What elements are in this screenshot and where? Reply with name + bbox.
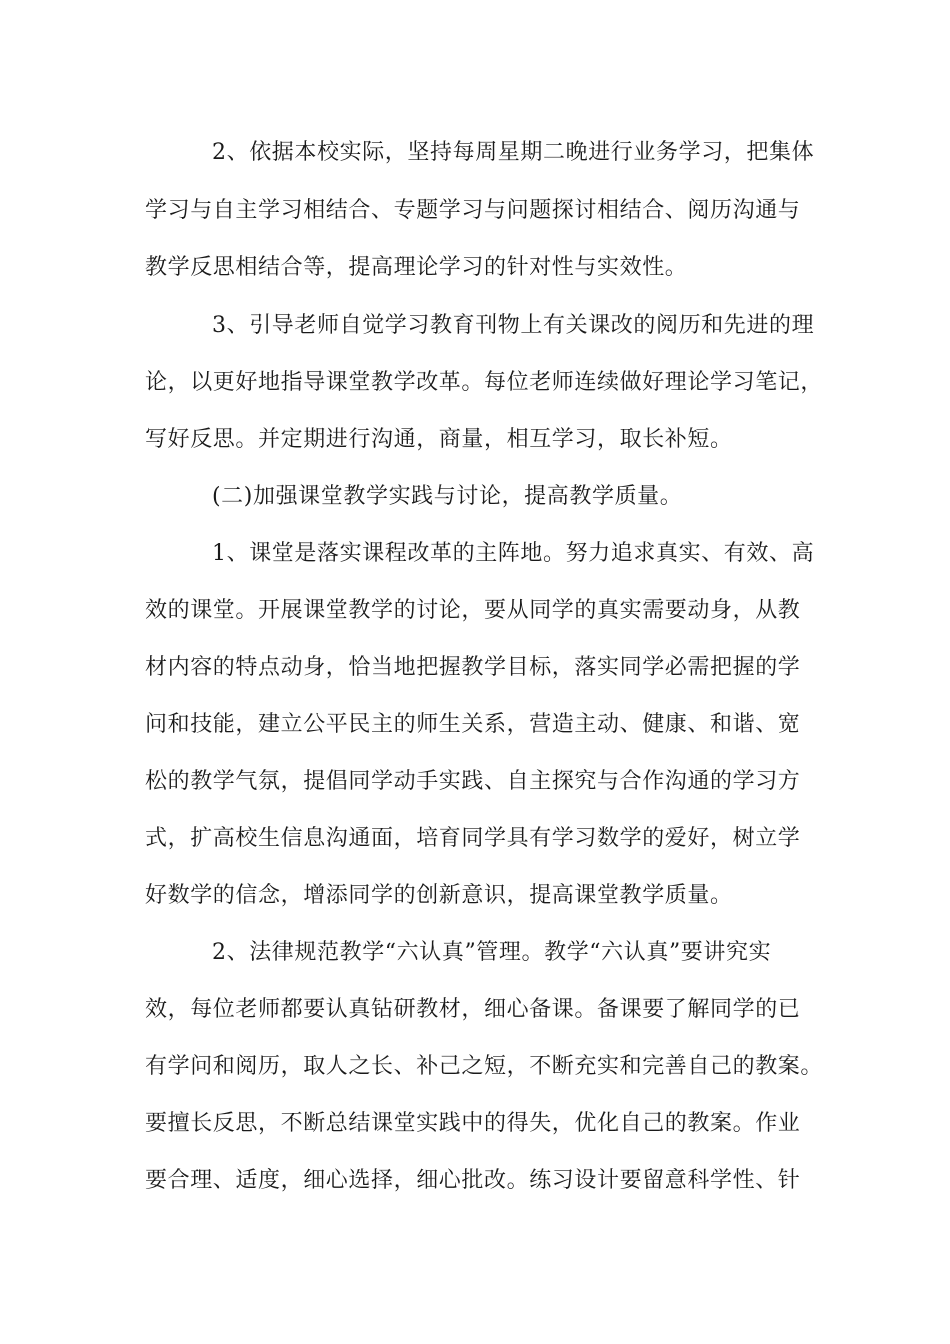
paragraph-line: 教学反思相结合等，提高理论学习的针对性与实效性。 (145, 255, 688, 280)
paragraph-line: 效，每位老师都要认真钻研教材，细心备课。备课要了解同学的已 (145, 997, 801, 1022)
paragraph-line: 效的课堂。开展课堂教学的讨论，要从同学的真实需要动身，从教 (145, 598, 801, 623)
paragraph-line: 松的教学气氛，提倡同学动手实践、自主探究与合作沟通的学习方 (145, 769, 801, 794)
paragraph-line: 问和技能，建立公平民主的师生关系，营造主动、健康、和谐、宽 (145, 712, 801, 737)
paragraph-line: 有学问和阅历，取人之长、补己之短，不断充实和完善自己的教案。 (145, 1054, 824, 1079)
paragraph-line: 式，扩高校生信息沟通面，培育同学具有学习数学的爱好，树立学 (145, 826, 801, 851)
paragraph-line: 论，以更好地指导课堂教学改革。每位老师连续做好理论学习笔记， (145, 370, 824, 395)
section-heading: (二)加强课堂教学实践与讨论，提高教学质量。 (212, 484, 683, 509)
paragraph-line: 3、引导老师自觉学习教育刊物上有关课改的阅历和先进的理 (212, 313, 815, 338)
paragraph-line: 写好反思。并定期进行沟通，商量，相互学习，取长补短。 (145, 427, 733, 452)
paragraph-line: 学习与自主学习相结合、专题学习与问题探讨相结合、阅历沟通与 (145, 198, 801, 223)
paragraph-line: 2、法律规范教学“六认真”管理。教学“六认真”要讲究实 (212, 940, 772, 965)
paragraph-line: 1、课堂是落实课程改革的主阵地。努力追求真实、有效、高 (212, 541, 815, 566)
paragraph-line: 好数学的信念，增添同学的创新意识，提高课堂教学质量。 (145, 883, 733, 908)
paragraph-line: 材内容的特点动身，恰当地把握教学目标，落实同学必需把握的学 (145, 655, 801, 680)
paragraph-line: 2、依据本校实际，坚持每周星期二晚进行业务学习，把集体 (212, 140, 815, 165)
paragraph-line: 要擅长反思，不断总结课堂实践中的得失，优化自己的教案。作业 (145, 1111, 801, 1136)
paragraph-line: 要合理、适度，细心选择，细心批改。练习设计要留意科学性、针 (145, 1168, 801, 1193)
